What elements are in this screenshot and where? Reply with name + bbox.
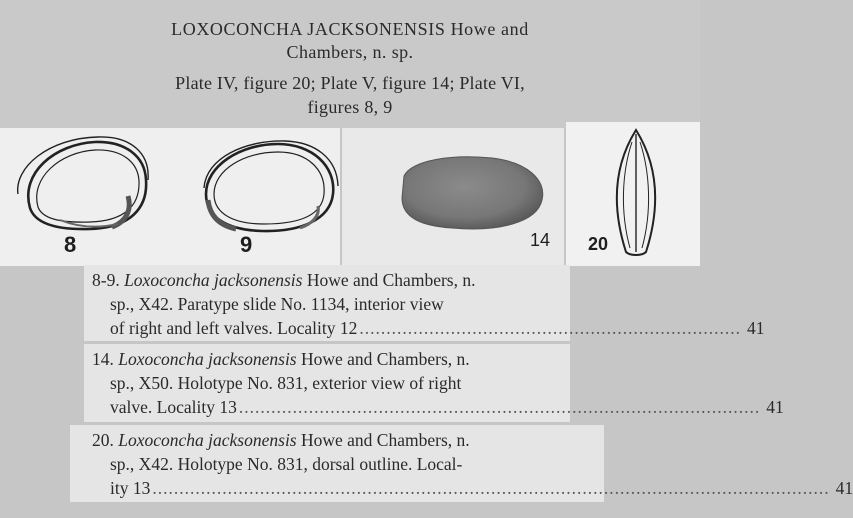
figure-number-9: 9 [240, 232, 253, 257]
caption-text: sp., X42. Paratype slide No. 1134, interior view [110, 294, 444, 314]
figure-panel-8-9 [0, 128, 340, 266]
right-valve-exterior-figure-14 [402, 157, 543, 229]
caption-figure-20 [70, 425, 853, 502]
species-title: LOXOCONCHA JACKSONENSIS Howe and [171, 19, 529, 39]
caption-page: 41 [835, 478, 853, 498]
caption-ref: 8-9. [92, 270, 120, 290]
caption-text: sp., X42. Holotype No. 831, dorsal outline. Local- [110, 454, 463, 474]
caption-text: sp., X50. Holotype No. 831, exterior view of right [110, 373, 462, 393]
caption-locality: ity 13 [110, 478, 151, 498]
plate-references-cont: figures 8, 9 [307, 97, 393, 117]
figure-panel-14 [342, 128, 564, 266]
figure-number-20: 20 [588, 234, 609, 254]
figure-strip [0, 128, 700, 268]
caption-figures-8-9 [84, 265, 765, 341]
leader-dots: ................................................................................................. [238, 397, 761, 417]
caption-authors: Howe and Chambers, n. [306, 270, 476, 290]
caption-species: Loxoconcha jacksonensis [118, 349, 297, 369]
dorsal-outline-drawing [566, 122, 700, 266]
caption-species: Loxoconcha jacksonensis [118, 430, 297, 450]
dorsal-outline-figure-20 [617, 130, 655, 255]
caption-figure-14 [84, 344, 784, 422]
leader-dots: ....................................................................... [359, 318, 741, 338]
figure-number-8: 8 [64, 232, 77, 257]
caption-ref: 20. [92, 430, 114, 450]
figure-number-14: 14 [530, 230, 551, 250]
page-header [0, 0, 700, 128]
caption-species: Loxoconcha jacksonensis [124, 270, 303, 290]
caption-ref: 14. [92, 349, 114, 369]
left-valve-figure-8 [18, 137, 148, 229]
leader-dots: .............................................................................................................................. [152, 478, 830, 498]
caption-authors: Howe and Chambers, n. [301, 430, 470, 450]
valve-interior-drawings [0, 128, 340, 266]
right-valve-figure-9 [204, 141, 338, 231]
caption-locality: of right and left valves. Locality 12 [110, 318, 358, 338]
caption-authors: Howe and Chambers, n. [301, 349, 470, 369]
figure-panel-20 [566, 122, 700, 266]
caption-page: 41 [746, 318, 765, 338]
species-title-cont: Chambers, n. sp. [286, 42, 414, 62]
caption-locality: valve. Locality 13 [110, 397, 237, 417]
caption-page: 41 [766, 397, 784, 417]
plate-references: Plate IV, figure 20; Plate V, figure 14; Plate VI, [175, 73, 525, 93]
